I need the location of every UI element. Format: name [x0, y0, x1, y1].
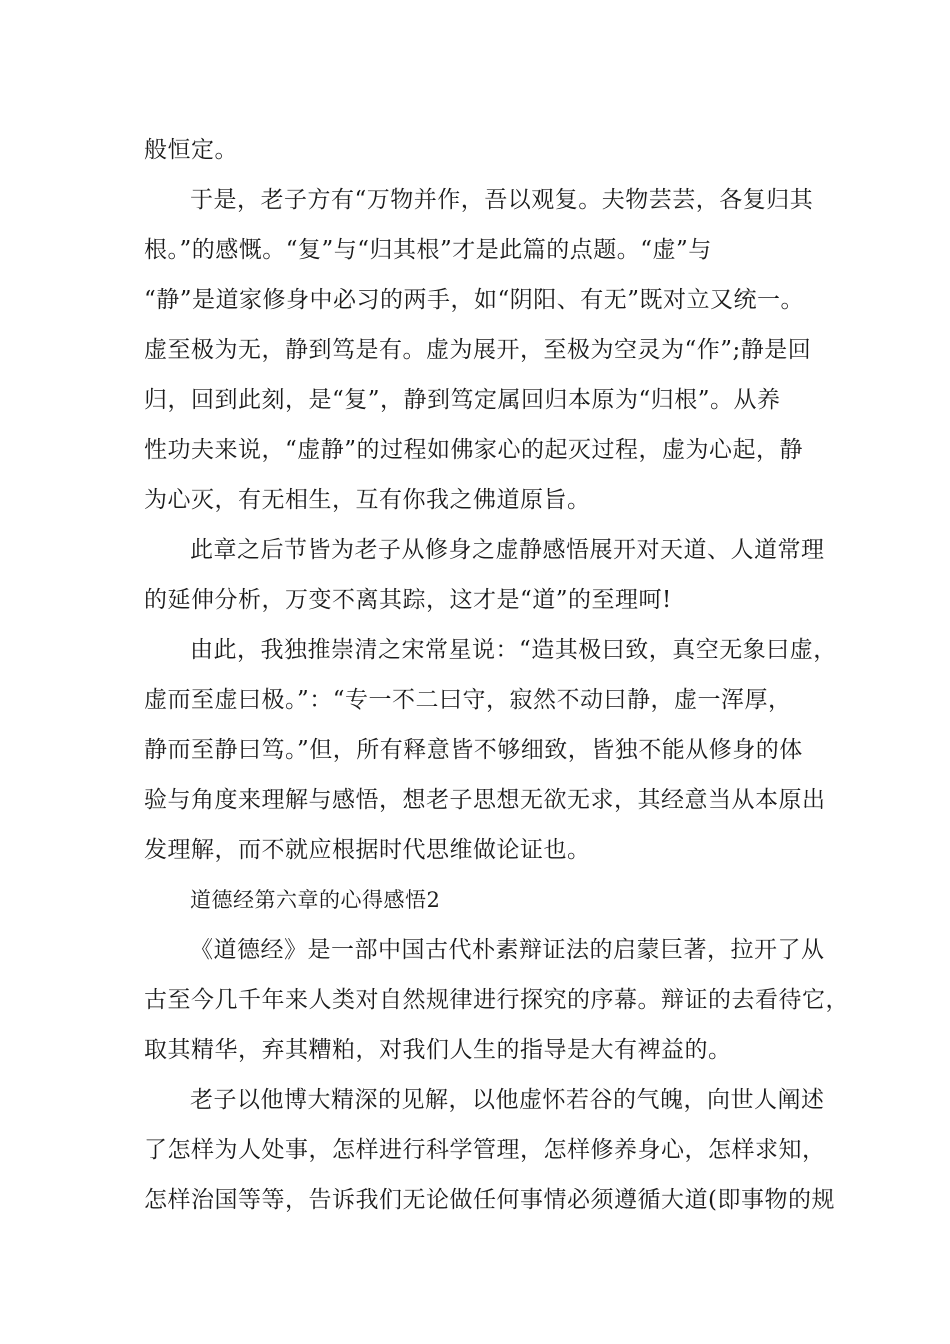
text-line: 验与角度来理解与感悟，想老子思想无欲无求，其经意当从本原出 [144, 787, 826, 813]
text-line: 般恒定。 [144, 137, 238, 163]
text-line: 怎样治国等等，告诉我们无论做任何事情必须遵循大道(即事物的规 [144, 1187, 835, 1213]
text-line: 虚而至虚曰极。”：“专一不二曰守，寂然不动曰静，虚一浑厚， [144, 687, 792, 713]
text-line: 静而至静曰笃。”但，所有释意皆不够细致，皆独不能从修身的体 [144, 737, 803, 763]
text-line: 性功夫来说，“虚静”的过程如佛家心的起灭过程，虚为心起，静 [144, 437, 804, 463]
section-heading: 道德经第六章的心得感悟2 [190, 888, 441, 912]
text-line: 发理解，而不就应根据时代思维做论证也。 [144, 837, 591, 863]
text-line: 了怎样为人处事，怎样进行科学管理，怎样修养身心，怎样求知， [144, 1137, 826, 1163]
paragraph-first-line: 于是，老子方有“万物并作，吾以观复。夫物芸芸，各复归其 [190, 187, 814, 213]
text-line: 根。”的感慨。“复”与“归其根”才是此篇的点题。“虚”与 [144, 237, 712, 263]
text-line: 虚至极为无，静到笃是有。虚为展开，至极为空灵为“作”;静是回 [144, 337, 812, 363]
paragraph-first-line: 《道德经》是一部中国古代朴素辩证法的启蒙巨著，拉开了从 [190, 937, 825, 963]
paragraph-first-line: 由此，我独推崇清之宋常星说：“造其极曰致，真空无象曰虚， [190, 637, 837, 663]
text-line: 归，回到此刻，是“复”，静到笃定属回归本原为“归根”。从养 [144, 387, 781, 413]
text-line: 取其精华，弃其糟粕，对我们人生的指导是大有裨益的。 [144, 1037, 732, 1063]
text-line: “静”是道家修身中必习的两手，如“阴阳、有无”既对立又统一。 [144, 287, 805, 313]
text-line: 为心灭，有无相生，互有你我之佛道原旨。 [144, 487, 591, 513]
text-line: 的延伸分析，万变不离其踪，这才是“道”的至理呵! [144, 587, 672, 613]
paragraph-first-line: 此章之后节皆为老子从修身之虚静感悟展开对天道、人道常理 [190, 537, 825, 563]
text-line: 古至今几千年来人类对自然规律进行探究的序幕。辩证的去看待它， [144, 987, 849, 1013]
paragraph-first-line: 老子以他博大精深的见解，以他虚怀若谷的气魄，向世人阐述 [190, 1087, 825, 1113]
